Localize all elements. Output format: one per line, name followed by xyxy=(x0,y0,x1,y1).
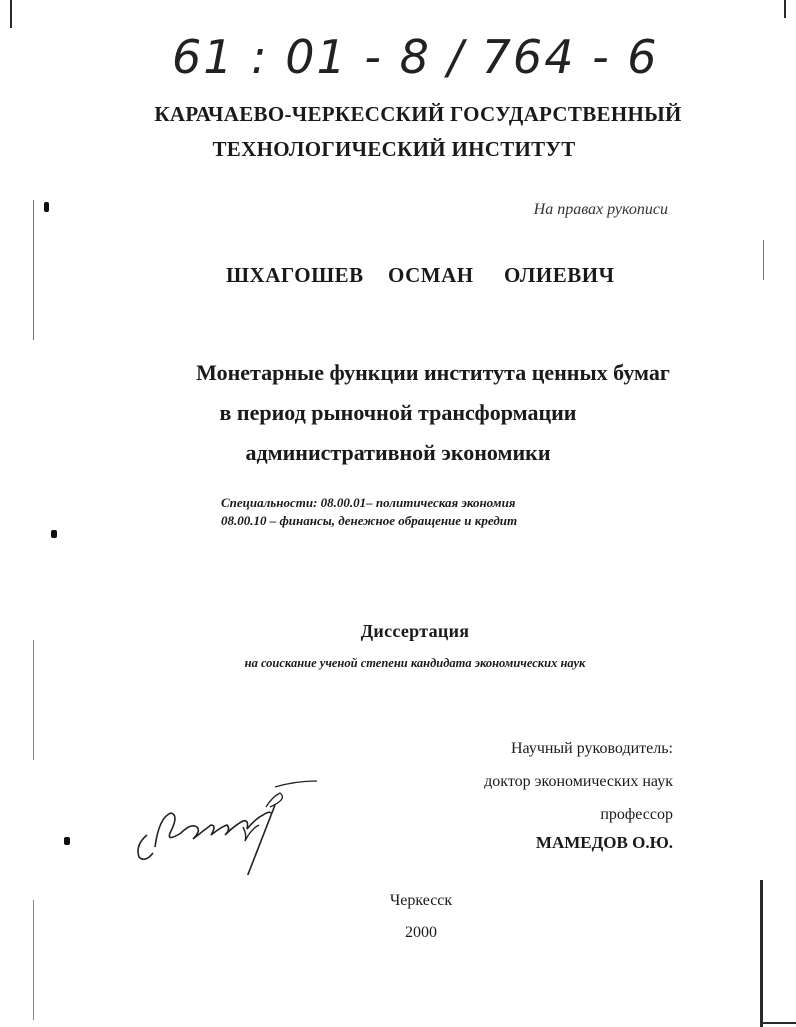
specialty-line2: 08.00.10 – финансы, денежное обращение и кредит xyxy=(221,513,518,528)
author-name: ОСМАН xyxy=(388,263,474,287)
scan-edge-left xyxy=(33,200,34,340)
supervisor-role: Научный руководитель: xyxy=(510,740,673,757)
supervisor-rank: профессор xyxy=(600,806,673,823)
scan-edge-right xyxy=(763,240,764,280)
supervisor-degree: доктор экономических наук xyxy=(484,773,673,790)
signature xyxy=(125,775,325,875)
scan-edge-left-3 xyxy=(33,900,34,1020)
scan-edge-right-top xyxy=(784,0,786,18)
title-line3: административной экономики xyxy=(245,440,551,465)
punch-mark-2 xyxy=(51,530,57,538)
document-type: Диссертация xyxy=(360,621,470,641)
institute-name-line1: КАРАЧАЕВО-ЧЕРКЕССКИЙ ГОСУДАРСТВЕННЫЙ xyxy=(154,102,682,126)
title-line2: в период рыночной трансформации xyxy=(219,400,577,425)
supervisor-name: МАМЕДОВ О.Ю. xyxy=(535,833,673,852)
punch-mark-1 xyxy=(44,202,49,212)
institute-name-line2: ТЕХНОЛОГИЧЕСКИЙ ИНСТИТУТ xyxy=(212,137,576,161)
author-patronymic: ОЛИЕВИЧ xyxy=(504,263,615,287)
degree-sought: на соискание ученой степени кандидата экономических наук xyxy=(244,656,586,670)
author-surname: ШХАГОШЕВ xyxy=(226,263,364,287)
city: Черкесск xyxy=(389,892,453,909)
archive-code: 61 : 01 - 8 / 764 - 6 xyxy=(172,30,659,84)
title-line1: Монетарные функции института ценных бумаг xyxy=(196,360,670,385)
year: 2000 xyxy=(405,924,437,941)
specialty-line1: Специальности: 08.00.01– политическая экономия xyxy=(221,495,516,510)
scan-edge-bottom xyxy=(762,1022,796,1024)
punch-mark-3 xyxy=(64,837,70,845)
scan-edge-left-top xyxy=(10,0,12,28)
manuscript-note: На правах рукописи xyxy=(533,201,668,218)
